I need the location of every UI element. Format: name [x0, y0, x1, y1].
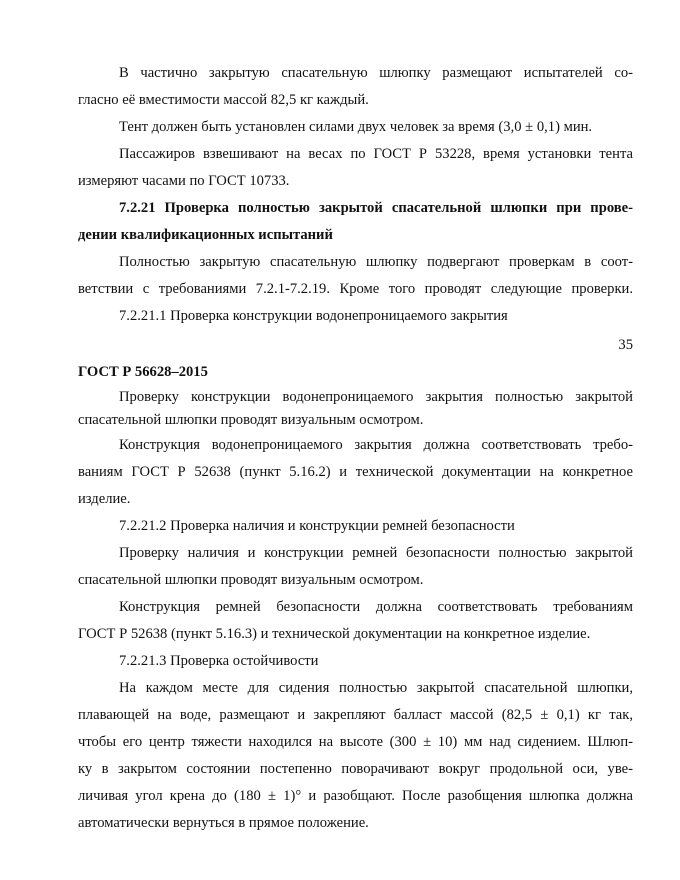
paragraph-line: Тент должен быть установлен силами двух человек за время (3,0 ± 0,1) мин.	[119, 119, 593, 135]
paragraph-line: спасательной шлюпки проводят визуальным осмотром.	[78, 412, 424, 428]
paragraph-line: Конструкция ремней безопасности должна соответствовать требованиям	[119, 599, 633, 615]
paragraph-line: ГОСТ Р 52638 (пункт 5.16.3) и технической документации на конкретное изделие.	[78, 626, 591, 642]
paragraph-line: ветствии с требованиями 7.2.1-7.2.19. Кроме того проводят следующие проверки.	[78, 281, 633, 297]
subsection-heading: 7.2.21.2 Проверка наличия и конструкции ремней безопасности	[119, 518, 515, 534]
paragraph-line: гласно её вместимости массой 82,5 кг каждый.	[78, 92, 369, 108]
paragraph-line: спасательной шлюпки проводят визуальным осмотром.	[78, 572, 424, 588]
paragraph-line: Полностью закрытую спасательную шлюпку подвергают проверкам в соот-	[119, 254, 633, 270]
paragraph-line: чтобы его центр тяжести находился на высоте (300 ± 10) мм над сидением. Шлюп-	[78, 734, 633, 750]
paragraph-line: плавающей на воде, размещают и закрепляют балласт массой (82,5 ± 0,1) кг так,	[78, 707, 633, 723]
section-heading: дении квалификационных испытаний	[78, 227, 333, 243]
paragraph-line: Проверку конструкции водонепроницаемого закрытия полностью закрытой	[119, 389, 633, 405]
paragraph-line: ку в закрытом состоянии постепенно поворачивают вокруг продольной оси, уве-	[78, 761, 633, 777]
section-heading: 7.2.21 Проверка полностью закрытой спасательной шлюпки при прове-	[119, 200, 633, 216]
paragraph-line: Пассажиров взвешивают на весах по ГОСТ Р 53228, время установки тента	[119, 146, 633, 162]
paragraph-line: измеряют часами по ГОСТ 10733.	[78, 173, 290, 189]
paragraph-line: В частично закрытую спасательную шлюпку размещают испытателей со-	[119, 65, 633, 81]
paragraph-line: На каждом месте для сидения полностью закрытой спасательной шлюпки,	[119, 680, 633, 696]
paragraph-line: автоматически вернуться в прямое положение.	[78, 815, 369, 831]
paragraph-line: личивая угол крена до (180 ± 1)° и разобщают. После разобщения шлюпка должна	[78, 788, 633, 804]
running-header: ГОСТ Р 56628–2015	[78, 364, 208, 380]
paragraph-line: ваниям ГОСТ Р 52638 (пункт 5.16.2) и технической документации на конкретное	[78, 464, 633, 480]
paragraph-line: Конструкция водонепроницаемого закрытия должна соответствовать требо-	[119, 437, 633, 453]
page-number: 35	[618, 337, 633, 353]
document-page	[78, 60, 633, 837]
subsection-heading: 7.2.21.1 Проверка конструкции водонепроницаемого закрытия	[119, 308, 508, 324]
paragraph-line: изделие.	[78, 491, 131, 507]
paragraph-line: Проверку наличия и конструкции ремней безопасности полностью закрытой	[119, 545, 633, 561]
subsection-heading: 7.2.21.3 Проверка остойчивости	[119, 653, 319, 669]
